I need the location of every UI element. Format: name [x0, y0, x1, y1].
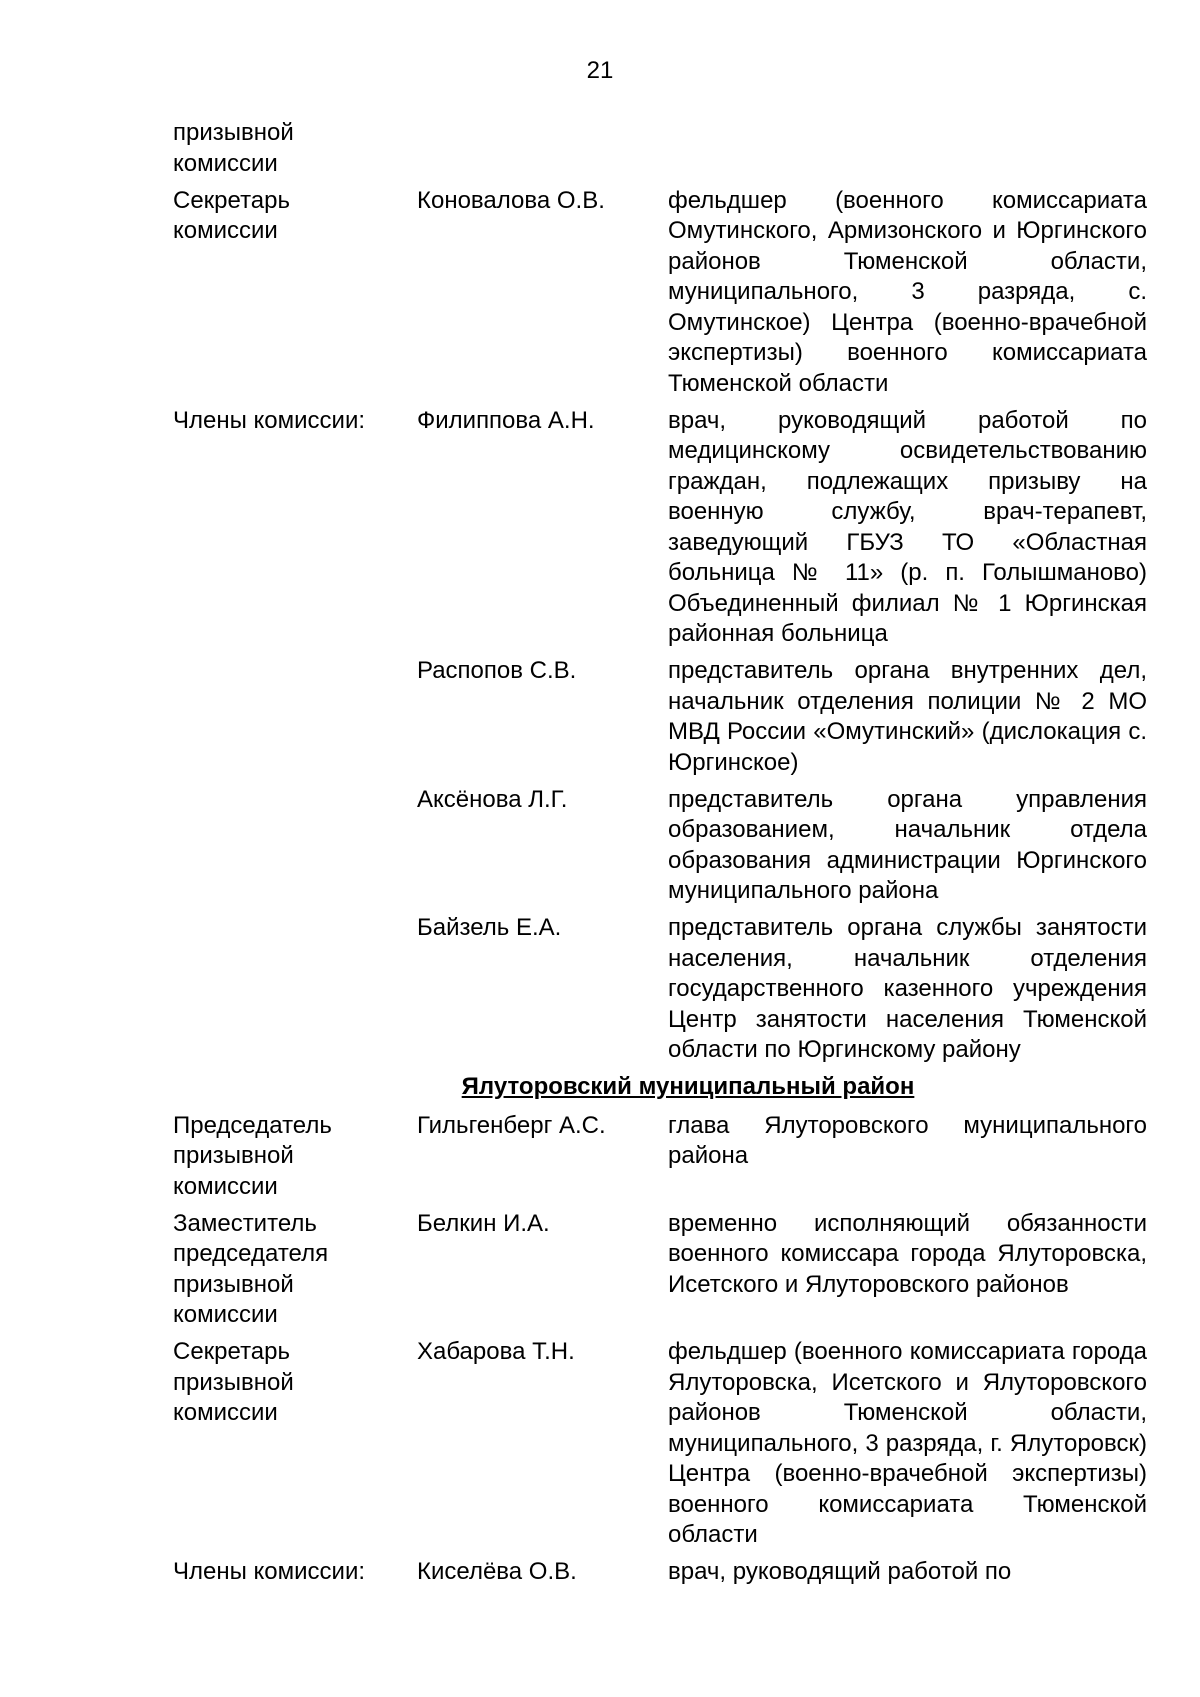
- description-cell: глава Ялуторовского муниципального района: [668, 1111, 1147, 1169]
- description-cell: фельдшер (военного комиссариата Омутинского, Армизонского и Юргинского районов Тюменской области, муниципального, 3 разряда, с. Омутинское) Центра (военно-врачебной экспертизы) военного комиссариата Тюменской области: [668, 186, 1147, 397]
- role-cell: [173, 785, 417, 907]
- table-row: [173, 1111, 1147, 1203]
- role-cell: призывной комиссии: [173, 119, 294, 177]
- role-cell: Члены комиссии:: [173, 1558, 366, 1585]
- name-cell: Филиппова А.Н.: [417, 406, 595, 434]
- name-cell: Распопов С.В.: [417, 657, 577, 684]
- table-row: [173, 785, 1147, 907]
- description-cell: фельдшер (военного комиссариата города Ялуторовска, Исетского и Ялуторовского районов Тюменской области, муниципального, 3 разряда, г. Ялуторовск) Центра (военно-врачебной экспертизы) военного комиссариата Тюменской области: [668, 1338, 1147, 1548]
- role-cell: [173, 913, 417, 1066]
- table-row: [173, 913, 1147, 1066]
- role-cell: Члены комиссии:: [173, 406, 366, 434]
- table-row: [173, 1557, 1147, 1588]
- role-cell: Секретарь призывной комиссии: [173, 1338, 294, 1426]
- description-cell: представитель органа службы занятости населения, начальник отделения государственного казенного учреждения Центр занятости населения Тюменской области по Юргинскому району: [668, 914, 1147, 1063]
- table-row: [173, 186, 1147, 400]
- name-cell: Белкин И.А.: [417, 1209, 550, 1237]
- commission-list: [173, 118, 1147, 1594]
- name-cell: Байзель Е.А.: [417, 914, 562, 941]
- role-cell: Заместитель председателя призывной комиссии: [173, 1209, 329, 1328]
- name-cell: Гильгенберг А.С.: [417, 1111, 606, 1139]
- role-cell: Председатель призывной комиссии: [173, 1111, 332, 1200]
- name-cell: Хабарова Т.Н.: [417, 1338, 575, 1365]
- description-cell: врач, руководящий работой по: [668, 1558, 1012, 1585]
- description-cell: представитель органа управления образованием, начальник отдела образования администрации Юргинского муниципального района: [668, 785, 1147, 904]
- description-cell: [668, 118, 1147, 179]
- table-row: [173, 406, 1147, 650]
- table-row: [173, 118, 1147, 179]
- role-cell: Секретарь комиссии: [173, 186, 290, 244]
- description-cell: временно исполняющий обязанности военного комиссара города Ялуторовска, Исетского и Ялуторовского районов: [668, 1209, 1147, 1298]
- table-row: [173, 1209, 1147, 1331]
- table-row: [173, 656, 1147, 778]
- name-cell: Киселёва О.В.: [417, 1558, 577, 1585]
- name-cell: Аксёнова Л.Г.: [417, 785, 568, 813]
- section-heading: Ялуторовский муниципальный район: [461, 1073, 915, 1100]
- description-cell: представитель органа внутренних дел, начальник отделения полиции № 2 МО МВД России «Омутинский» (дислокация с. Юргинское): [668, 657, 1147, 776]
- name-cell: [417, 118, 668, 179]
- role-cell: [173, 656, 417, 778]
- description-cell: врач, руководящий работой по медицинскому освидетельствованию граждан, подлежащих призыву на военную службу, врач-терапевт, заведующий ГБУЗ ТО «Областная больница № 11» (р. п. Голышманово) Объединенный филиал № 1 Юргинская районная больница: [668, 406, 1147, 647]
- table-row: [173, 1337, 1147, 1551]
- name-cell: Коновалова О.В.: [417, 186, 605, 214]
- page-number: 21: [586, 57, 614, 84]
